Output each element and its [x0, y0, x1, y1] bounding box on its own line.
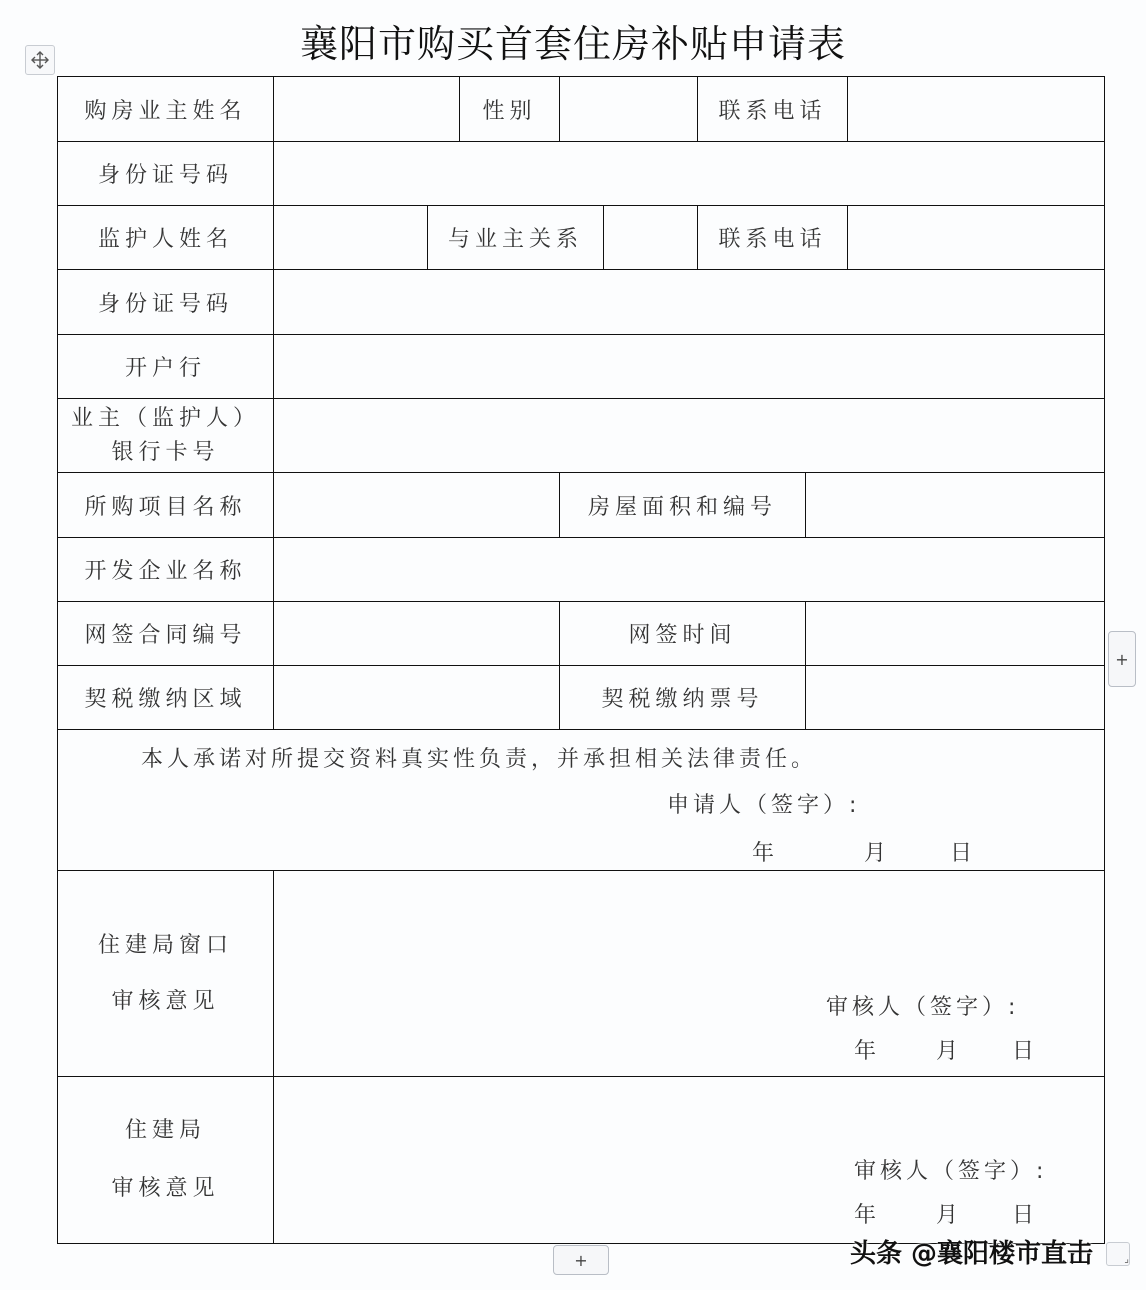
guardian-id-field[interactable] [273, 269, 1105, 335]
table-move-handle[interactable] [25, 45, 55, 75]
tax-receipt-field[interactable] [805, 665, 1105, 730]
plus-icon: + [1115, 649, 1129, 669]
area-field[interactable] [805, 472, 1105, 538]
guardian-name-label: 监护人姓名 [57, 205, 274, 270]
table-resize-handle[interactable] [1106, 1242, 1130, 1266]
add-column-button[interactable] [1108, 631, 1136, 687]
id-number-field[interactable] [273, 141, 1105, 206]
guardian-phone-field[interactable] [847, 205, 1105, 270]
pledge-text: 本人承诺对所提交资料真实性负责，并承担相关法律责任。 [141, 747, 818, 772]
contract-no-field[interactable] [273, 601, 560, 666]
bureau-review-label [57, 1076, 274, 1244]
window-review-day-label: 日 [1012, 1039, 1039, 1064]
id-number-label: 身份证号码 [57, 141, 274, 206]
window-review-label [57, 870, 274, 1077]
bureau-review-label-line2: 审核意见 [111, 1176, 220, 1201]
project-label: 所购项目名称 [57, 472, 274, 538]
plus-icon: + [574, 1250, 588, 1270]
bureau-reviewer-signature-label: 审核人（签字）: [854, 1159, 1048, 1184]
relation-label: 与业主关系 [427, 205, 604, 270]
resize-corner-icon: ⌟ [1124, 1254, 1129, 1265]
bureau-review-month-label: 月 [936, 1203, 963, 1228]
guardian-id-label: 身份证号码 [57, 269, 274, 335]
tax-region-label: 契税缴纳区域 [57, 665, 274, 730]
relation-field[interactable] [603, 205, 698, 270]
applicant-signature-label: 申请人（签字）: [667, 793, 861, 818]
contract-time-field[interactable] [805, 601, 1105, 666]
area-label: 房屋面积和编号 [559, 472, 806, 538]
bank-card-label-line1: 业主（监护人） [70, 405, 260, 431]
form-title: 襄阳市购买首套住房补贴申请表 [299, 22, 846, 66]
gender-label: 性别 [459, 76, 560, 142]
tax-region-field[interactable] [273, 665, 560, 730]
window-review-label-line1: 住建局窗口 [97, 932, 233, 958]
window-reviewer-signature-label: 审核人（签字）: [826, 995, 1020, 1020]
window-review-month-label: 月 [936, 1039, 963, 1064]
move-arrows-icon [30, 50, 50, 70]
pledge-month-label: 月 [864, 841, 891, 866]
pledge-year-label: 年 [752, 841, 779, 866]
owner-name-label: 购房业主姓名 [57, 76, 274, 142]
bank-label: 开户行 [57, 334, 274, 399]
phone-field[interactable] [847, 76, 1105, 142]
bureau-review-day-label: 日 [1012, 1203, 1039, 1228]
developer-label: 开发企业名称 [57, 537, 274, 602]
window-review-field[interactable] [273, 870, 1105, 1077]
owner-name-field[interactable] [273, 76, 460, 142]
guardian-name-field[interactable] [273, 205, 428, 270]
window-review-label-line2: 审核意见 [111, 988, 220, 1014]
bank-card-field[interactable] [273, 398, 1105, 473]
phone-label: 联系电话 [697, 76, 848, 142]
guardian-phone-label: 联系电话 [697, 205, 848, 270]
bureau-review-label-line1: 住建局 [124, 1118, 206, 1143]
bank-card-label-line2: 银行卡号 [111, 439, 220, 465]
gender-field[interactable] [559, 76, 698, 142]
developer-field[interactable] [273, 537, 1105, 602]
window-review-year-label: 年 [854, 1039, 881, 1064]
bank-field[interactable] [273, 334, 1105, 399]
bank-card-label [57, 398, 274, 473]
project-field[interactable] [273, 472, 560, 538]
watermark: 头条 @襄阳楼市直击 [850, 1239, 1094, 1269]
bureau-review-year-label: 年 [854, 1203, 881, 1228]
pledge-day-label: 日 [950, 841, 977, 866]
contract-time-label: 网签时间 [559, 601, 806, 666]
tax-receipt-label: 契税缴纳票号 [559, 665, 806, 730]
add-row-button[interactable] [553, 1245, 609, 1275]
contract-no-label: 网签合同编号 [57, 601, 274, 666]
